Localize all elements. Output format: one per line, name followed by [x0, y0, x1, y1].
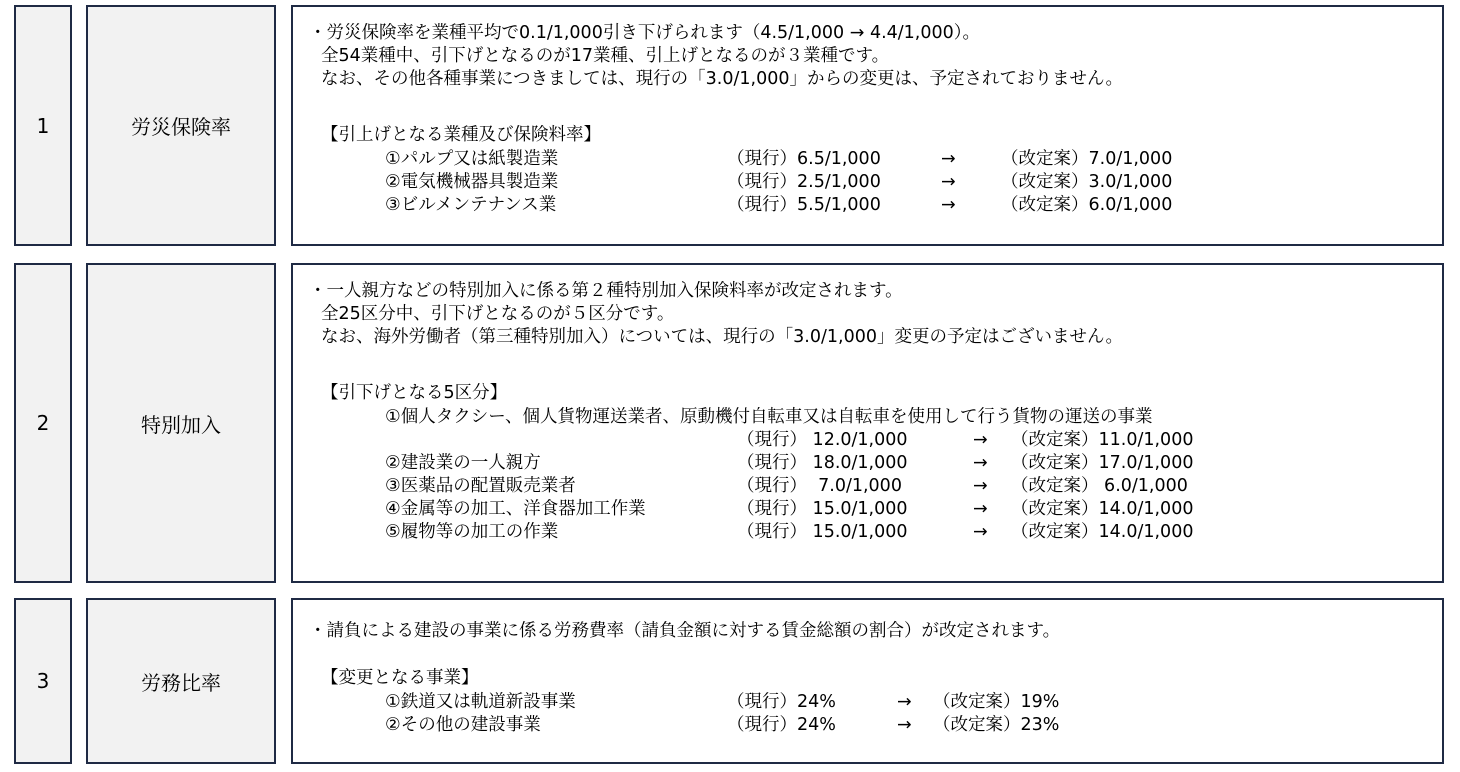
item-name: ②建設業の一人親方 — [385, 453, 541, 473]
content-line: 全54業種中、引下げとなるのが17業種、引上げとなるのが３業種です。 — [321, 46, 890, 66]
row-1-category-cell — [86, 5, 276, 246]
item-proposed-rate: （改定案）6.0/1,000 — [1001, 195, 1173, 215]
item-current-rate: （現行）24% — [727, 692, 836, 712]
item-name: ②その他の建設事業 — [385, 715, 541, 735]
category-label: 労務比率 — [141, 670, 221, 695]
arrow: → — [941, 195, 956, 215]
item-current-rate: （現行） 18.0/1,000 — [737, 453, 908, 473]
item-current-rate: （現行）6.5/1,000 — [727, 149, 881, 169]
arrow: → — [897, 715, 912, 735]
section-heading: 【変更となる事業】 — [321, 668, 479, 688]
content-line: なお、その他各種事業につきましては、現行の「3.0/1,000」からの変更は、予定されておりません。 — [321, 69, 1124, 89]
row-3-content — [291, 598, 1444, 764]
arrow: → — [897, 692, 912, 712]
item-proposed-rate: （改定案）23% — [933, 715, 1060, 735]
section-heading: 【引下げとなる5区分】 — [321, 383, 508, 403]
arrow: → — [941, 149, 956, 169]
category-label: 特別加入 — [141, 412, 221, 437]
item-current-rate: （現行） 15.0/1,000 — [737, 522, 908, 542]
row-number: 3 — [36, 669, 50, 693]
item-proposed-rate: （改定案）11.0/1,000 — [1011, 430, 1194, 450]
item-name: ③医薬品の配置販売業者 — [385, 476, 576, 496]
row-number: 2 — [36, 411, 50, 435]
item-current-rate: （現行） 15.0/1,000 — [737, 499, 908, 519]
item-current-rate: （現行） 12.0/1,000 — [737, 430, 908, 450]
category-label: 労災保険率 — [131, 115, 231, 139]
arrow: → — [973, 430, 988, 450]
arrow: → — [973, 499, 988, 519]
item-current-rate: （現行）5.5/1,000 — [727, 195, 881, 215]
item-name: ①個人タクシー、個人貨物運送業者、原動機付自転車又は自転車を使用して行う貨物の運送の事業 — [385, 407, 1153, 427]
arrow: → — [973, 453, 988, 473]
arrow: → — [973, 476, 988, 496]
section-heading: 【引上げとなる業種及び保険料率】 — [321, 125, 601, 145]
item-proposed-rate: （改定案） 6.0/1,000 — [1011, 476, 1188, 496]
row-3-category-cell — [86, 598, 276, 764]
row-2-number-cell — [14, 263, 72, 583]
item-proposed-rate: （改定案）17.0/1,000 — [1011, 453, 1194, 473]
item-proposed-rate: （改定案）14.0/1,000 — [1011, 522, 1194, 542]
content-line: ・請負による建設の事業に係る労務費率（請負金額に対する賃金総額の割合）が改定されます。 — [309, 621, 1061, 641]
item-name: ④金属等の加工、洋食器加工作業 — [385, 499, 646, 519]
row-2-content — [291, 263, 1444, 583]
item-proposed-rate: （改定案）14.0/1,000 — [1011, 499, 1194, 519]
arrow: → — [973, 522, 988, 542]
item-proposed-rate: （改定案）3.0/1,000 — [1001, 172, 1173, 192]
item-name: ①鉄道又は軌道新設事業 — [385, 692, 576, 712]
item-current-rate: （現行）24% — [727, 715, 836, 735]
row-1-content — [291, 5, 1444, 246]
item-proposed-rate: （改定案）7.0/1,000 — [1001, 149, 1173, 169]
row-number: 1 — [36, 113, 50, 138]
item-name: ①パルプ又は紙製造業 — [385, 149, 559, 169]
content-line: ・労災保険率を業種平均で0.1/1,000引き下げられます（4.5/1,000 → 4.4/1,000）。 — [309, 23, 981, 43]
arrow: → — [941, 172, 956, 192]
row-1-number-cell — [14, 5, 72, 246]
item-name: ②電気機械器具製造業 — [385, 172, 559, 192]
item-current-rate: （現行） 7.0/1,000 — [737, 476, 902, 496]
row-2-category-cell — [86, 263, 276, 583]
content-line: ・一人親方などの特別加入に係る第２種特別加入保険料率が改定されます。 — [309, 281, 903, 301]
content-line: なお、海外労働者（第三種特別加入）については、現行の「3.0/1,000」変更の予定はございません。 — [321, 327, 1124, 347]
content-line: 全25区分中、引下げとなるのが５区分です。 — [321, 304, 675, 324]
row-3-number-cell — [14, 598, 72, 764]
item-name: ⑤履物等の加工の作業 — [385, 522, 559, 542]
item-name: ③ビルメンテナンス業 — [385, 195, 557, 215]
item-proposed-rate: （改定案）19% — [933, 692, 1060, 712]
item-current-rate: （現行）2.5/1,000 — [727, 172, 881, 192]
